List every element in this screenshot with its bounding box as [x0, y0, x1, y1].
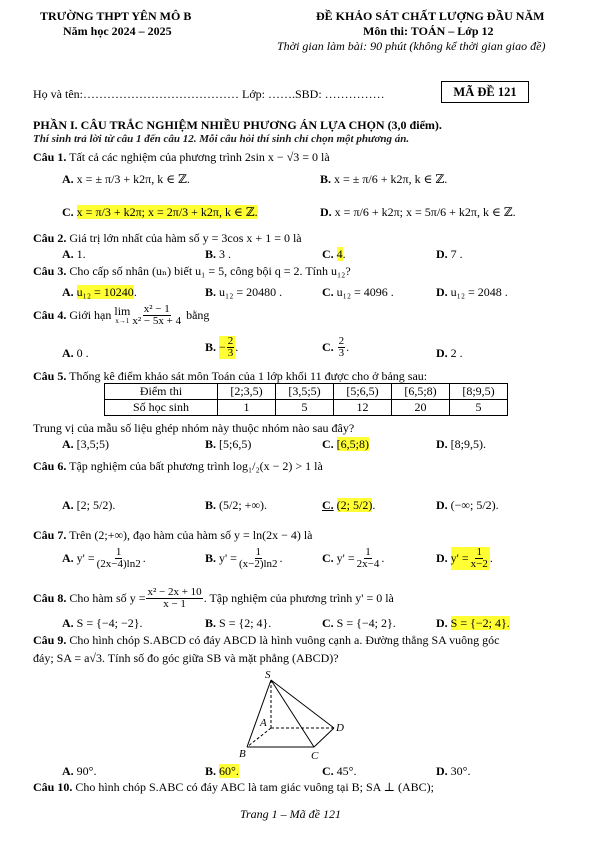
q9-stem-1: Câu 9. Cho hình chóp S.ABCD có đáy ABCD là hình vuông cạnh a. Đường thẳng SA vuông góc: [33, 633, 500, 647]
label-b: B: [239, 748, 246, 760]
page-footer: Trang 1 – Mã đề 121: [240, 807, 342, 821]
q2-stem: Câu 2. Giá trị lớn nhất của hàm số y = 3cos x + 1 = 0 là: [33, 231, 302, 245]
q5-option-d[interactable]: D. [8;9,5).: [436, 437, 486, 451]
q6-option-b[interactable]: B. (5/2; +∞).: [205, 498, 267, 512]
q5-question: Trung vị của mẫu số liệu ghép nhóm này thuộc nhóm nào sau đây?: [33, 421, 355, 435]
q9-option-c[interactable]: C. 45°.: [322, 764, 357, 778]
q4-stem: Câu 4. Giới hạn lim x→1 $\frac{\text{x² − 1}}{\text{x² − 5x + 4}}$ bằng: [33, 303, 210, 327]
q4-option-d[interactable]: D. 2 .: [436, 346, 463, 360]
q7-option-d[interactable]: D. y' = $\frac{1}{x-2}$ .: [436, 546, 493, 570]
edge-sd: [271, 680, 334, 728]
exam-code-box: MÃ ĐỀ 121: [441, 81, 529, 103]
q5-option-b[interactable]: B. [5;6,5): [205, 437, 252, 451]
q8-option-a[interactable]: A. S = {−4; −2}.: [62, 616, 143, 630]
table-cell: [6,5;8): [392, 384, 450, 400]
edge-cd: [314, 728, 334, 747]
q6-option-a[interactable]: A. [2; 5/2).: [62, 498, 116, 512]
table-cell: Số học sinh: [105, 400, 218, 416]
table-cell: 5: [450, 400, 508, 416]
q3-option-d[interactable]: D. u₁₂ = 2048 .: [436, 285, 508, 299]
q7-option-c[interactable]: C. y' = $\frac{1}{2x-4}$ .: [322, 546, 385, 570]
q2-option-c[interactable]: C. 4.: [322, 247, 346, 261]
q8-option-b[interactable]: B. S = {2; 4}.: [205, 616, 272, 630]
label-a: A: [260, 717, 267, 729]
q9-option-d[interactable]: D. 30°.: [436, 764, 471, 778]
q3-stem: Câu 3. Cho cấp số nhân (uₙ) biết u₁ = 5, công bội q = 2. Tính u₁₂?: [33, 264, 351, 278]
table-cell: [8;9,5): [450, 384, 508, 400]
q9-stem-2: đáy; SA = a√3. Tính số đo góc giữa SB và mặt phẳng (ABCD)?: [33, 651, 339, 665]
q5-option-c[interactable]: C. [6,5;8): [322, 437, 369, 451]
pyramid-figure: [222, 668, 352, 763]
table-cell: 20: [392, 400, 450, 416]
q7-option-a[interactable]: A. y' = $\frac{1}{(2x-4)\ln 2}$ .: [62, 546, 146, 570]
q1-option-c[interactable]: C. x = π/3 + k2π; x = 2π/3 + k2π, k ∈ ℤ.: [62, 205, 258, 219]
q4-option-c[interactable]: C. $\frac{2}{3}$ .: [322, 335, 350, 359]
q8-option-d[interactable]: D. S = {−2; 4}.: [436, 616, 510, 630]
q7-stem: Câu 7. Trên (2;+∞), đạo hàm của hàm số y = ln(2x − 4) là: [33, 528, 313, 542]
q7-option-b[interactable]: B. y' = $\frac{1}{(x-2)\ln 2}$ .: [205, 546, 283, 570]
q4-option-b[interactable]: B. − $\frac{2}{3}$ .: [205, 335, 239, 359]
q8-option-c[interactable]: C. S = {−4; 2}.: [322, 616, 396, 630]
q8-stem: Câu 8. Cho hàm số y = $\frac{\text{x² − 2x + 10}}{x - 1}$ . Tập nghiệm của phương trình y' = 0 là: [33, 586, 394, 610]
table-cell: [2;3,5): [218, 384, 276, 400]
q6-option-c[interactable]: C. (2; 5/2).: [322, 498, 376, 512]
edge-sc: [271, 680, 314, 747]
student-info-line: Họ và tên:………………………………… Lớp: …….SBD: ……………: [33, 87, 385, 101]
table-cell: 1: [218, 400, 276, 416]
q4-option-a[interactable]: A. 0 .: [62, 346, 89, 360]
table-cell: 5: [276, 400, 334, 416]
table-cell: 12: [334, 400, 392, 416]
school-name: TRƯỜNG THPT YÊN MÔ B: [40, 9, 192, 23]
q10-stem: Câu 10. Cho hình chóp S.ABC có đáy ABC là tam giác vuông tại B; SA ⊥ (ABC);: [33, 780, 434, 794]
q1-option-b[interactable]: B. x = ± π/6 + k2π, k ∈ ℤ.: [320, 172, 448, 186]
q3-option-b[interactable]: B. u₁₂ = 20480 .: [205, 285, 283, 299]
table-row: [105, 384, 508, 400]
part1-instruction: Thí sinh trả lời từ câu 1 đến câu 12. Mỗi câu hỏi thí sinh chỉ chọn một phương án.: [33, 133, 410, 145]
q9-option-a[interactable]: A. 90°.: [62, 764, 97, 778]
q3-option-a[interactable]: A. u₁₂ = 10240.: [62, 285, 137, 299]
q3-option-c[interactable]: C. u₁₂ = 4096 .: [322, 285, 394, 299]
q9-option-b[interactable]: B. 60°.: [205, 764, 239, 778]
q1-option-a[interactable]: A. x = ± π/3 + k2π, k ∈ ℤ.: [62, 172, 190, 186]
q6-stem: Câu 6. Tập nghiệm của bất phương trình log₁/₂(x − 2) > 1 là: [33, 459, 323, 473]
q5-frequency-table: [104, 383, 508, 416]
q5-stem: Câu 5. Thống kê điểm khảo sát môn Toán của 1 lớp khối 11 được cho ở bảng sau:: [33, 369, 428, 383]
q6-option-d[interactable]: D. (−∞; 5/2).: [436, 498, 499, 512]
label-d: D: [336, 722, 344, 734]
label-c: C: [311, 750, 319, 762]
table-cell: [5;6,5): [334, 384, 392, 400]
q2-option-b[interactable]: B. 3 .: [205, 247, 232, 261]
part1-title: PHẦN I. CÂU TRẮC NGHIỆM NHIỀU PHƯƠNG ÁN LỰA CHỌN (3,0 điểm).: [33, 118, 442, 132]
table-cell: Điểm thi: [105, 384, 218, 400]
q2-option-a[interactable]: A. 1.: [62, 247, 86, 261]
q1-stem: Câu 1. Tất cả các nghiệm của phương trình 2sin x − √3 = 0 là: [33, 150, 330, 164]
q2-option-d[interactable]: D. 7 .: [436, 247, 463, 261]
school-year: Năm học 2024 – 2025: [63, 24, 172, 38]
exam-time: Thời gian làm bài: 90 phút (không kể thời gian giao đề): [277, 39, 546, 53]
table-row: [105, 400, 508, 416]
exam-subject: Môn thi: TOÁN – Lớp 12: [363, 24, 494, 38]
edge-sb: [247, 680, 271, 747]
q5-option-a[interactable]: A. [3,5;5): [62, 437, 109, 451]
table-cell: [3,5;5): [276, 384, 334, 400]
exam-title: ĐỀ KHẢO SÁT CHẤT LƯỢNG ĐẦU NĂM: [316, 9, 545, 23]
label-s: S: [265, 669, 271, 681]
q1-option-d[interactable]: D. x = π/6 + k2π; x = 5π/6 + k2π, k ∈ ℤ.: [320, 205, 516, 219]
